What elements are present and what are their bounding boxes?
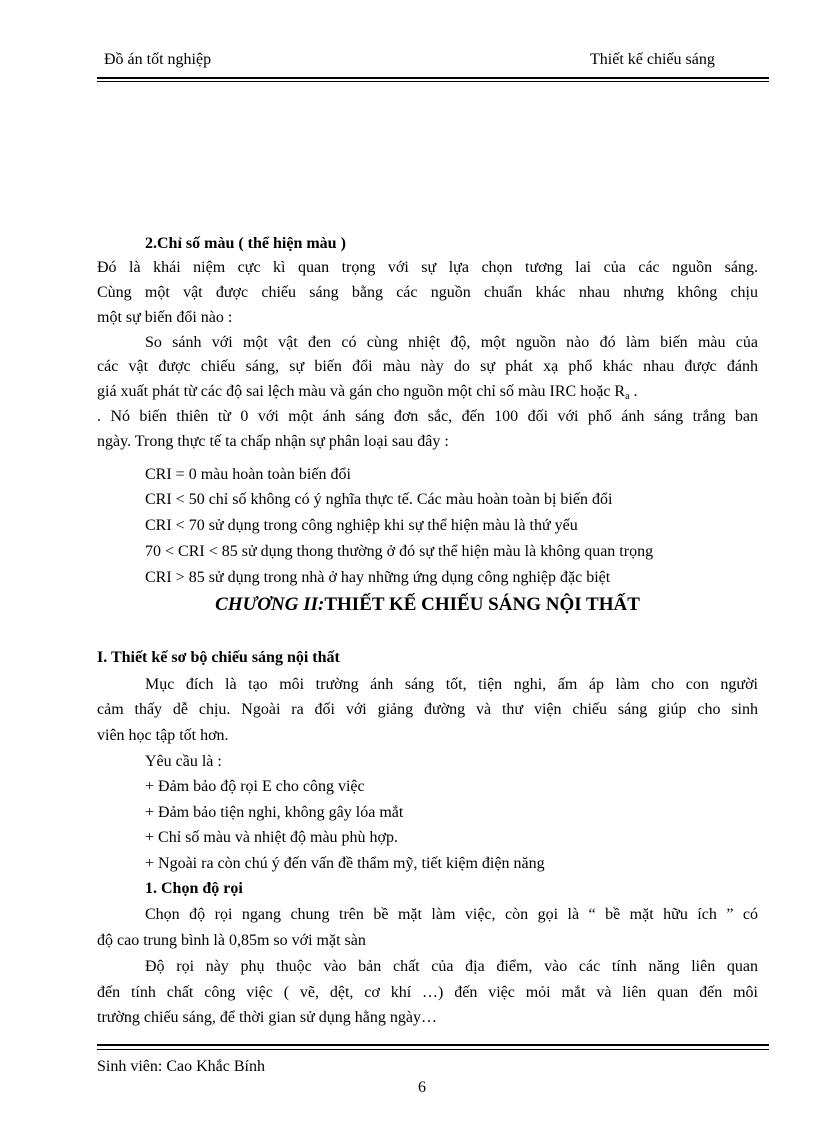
paragraph-line: Cùng một vật được chiếu sáng bằng các nguồn chuẩn khác nhau nhưng không chịu xyxy=(97,284,758,301)
ra-text: giá xuất phát từ các độ sai lệch màu và gán cho nguồn một chỉ số màu IRC hoặc R xyxy=(97,383,626,400)
requirements-title: Yêu cầu là : xyxy=(145,753,222,770)
header-rule-thick xyxy=(97,77,769,79)
page-number: 6 xyxy=(418,1079,426,1096)
chapter-number: CHƯƠNG II: xyxy=(215,594,325,615)
chapter-name: THIẾT KẾ CHIẾU SÁNG NỘI THẤT xyxy=(324,594,640,615)
ra-period: . xyxy=(629,383,638,400)
cri-item: CRI > 85 sử dụng trong nhà ở hay những ứng dụng công nghiệp đặc biệt xyxy=(145,569,611,586)
paragraph-line: So sánh với một vật đen có cùng nhiệt độ, một nguồn nào đó làm biến màu của xyxy=(145,334,758,351)
paragraph-line: Mục đích là tạo môi trường ánh sáng tốt, tiện nghi, ấm áp làm cho con người xyxy=(145,676,758,693)
subsection-heading: 1. Chọn độ rọi xyxy=(145,880,243,897)
paragraph-line: ngày. Trong thực tế ta chấp nhận sự phân loại sau đây : xyxy=(97,433,449,450)
section-heading-color-index: 2.Chỉ số màu ( thể hiện màu ) xyxy=(145,235,346,252)
paragraph-line: Đó là khái niệm cực kì quan trọng với sự lựa chọn tương lai của các nguồn sáng. xyxy=(97,259,758,276)
footer-student: Sinh viên: Cao Khắc Bính xyxy=(97,1058,265,1075)
paragraph-line: Độ rọi này phụ thuộc vào bản chất của địa điểm, vào các tính năng liên quan xyxy=(145,958,758,975)
paragraph-line: một sự biến đổi nào : xyxy=(97,309,233,326)
section-heading-interior: I. Thiết kế sơ bộ chiếu sáng nội thất xyxy=(97,649,340,666)
paragraph-line: Chọn độ rọi ngang chung trên bề mặt làm việc, còn gọi là “ bề mặt hữu ích ” có xyxy=(145,906,758,923)
footer-rule-thick xyxy=(97,1044,769,1046)
cri-item: 70 < CRI < 85 sử dụng thong thường ở đó sự thể hiện màu là không quan trọng xyxy=(145,543,654,560)
requirement-item: + Chỉ số màu và nhiệt độ màu phù hợp. xyxy=(145,829,399,846)
chapter-title xyxy=(97,592,758,618)
header-right: Thiết kế chiếu sáng xyxy=(590,51,715,68)
cri-item: CRI < 50 chỉ số không có ý nghĩa thực tế. Các màu hoàn toàn bị biến đổi xyxy=(145,491,613,508)
paragraph-line: cảm thấy dễ chịu. Ngoài ra đối với giảng đường và thư viện chiếu sáng giúp cho sinh xyxy=(97,701,758,718)
footer-rule-thin xyxy=(97,1049,769,1050)
paragraph-line: viên học tập tốt hơn. xyxy=(97,727,229,744)
paragraph-line: độ cao trung bình là 0,85m so với mặt sàn xyxy=(97,932,366,949)
header-left: Đồ án tốt nghiệp xyxy=(104,51,212,68)
cri-item: CRI < 70 sử dụng trong công nghiệp khi sự thể hiện màu là thứ yếu xyxy=(145,517,578,534)
paragraph-line: các vật được chiếu sáng, sự biến đổi màu này do sự phát xạ phổ khác nhau được đánh xyxy=(97,358,758,375)
header-rule-thin xyxy=(97,81,769,82)
requirement-item: + Đảm bảo tiện nghi, không gây lóa mắt xyxy=(145,804,404,821)
requirement-item: + Ngoài ra còn chú ý đến vấn đề thẩm mỹ, tiết kiệm điện năng xyxy=(145,855,545,872)
paragraph-line: đến tính chất công việc ( vẽ, dệt, cơ khí …) đến việc mỏi mắt và liên quan đến môi xyxy=(97,984,758,1001)
cri-item: CRI = 0 màu hoàn toàn biến đổi xyxy=(145,466,351,483)
ra-subscript: a xyxy=(625,391,630,402)
paragraph-line: . Nó biến thiên từ 0 với một ánh sáng đơn sắc, đến 100 đối với phổ ánh sáng trắng ban xyxy=(97,408,758,425)
requirement-item: + Đảm bảo độ rọi E cho công việc xyxy=(145,778,365,795)
paragraph-line: trường chiếu sáng, để thời gian sử dụng hằng ngày… xyxy=(97,1009,437,1026)
